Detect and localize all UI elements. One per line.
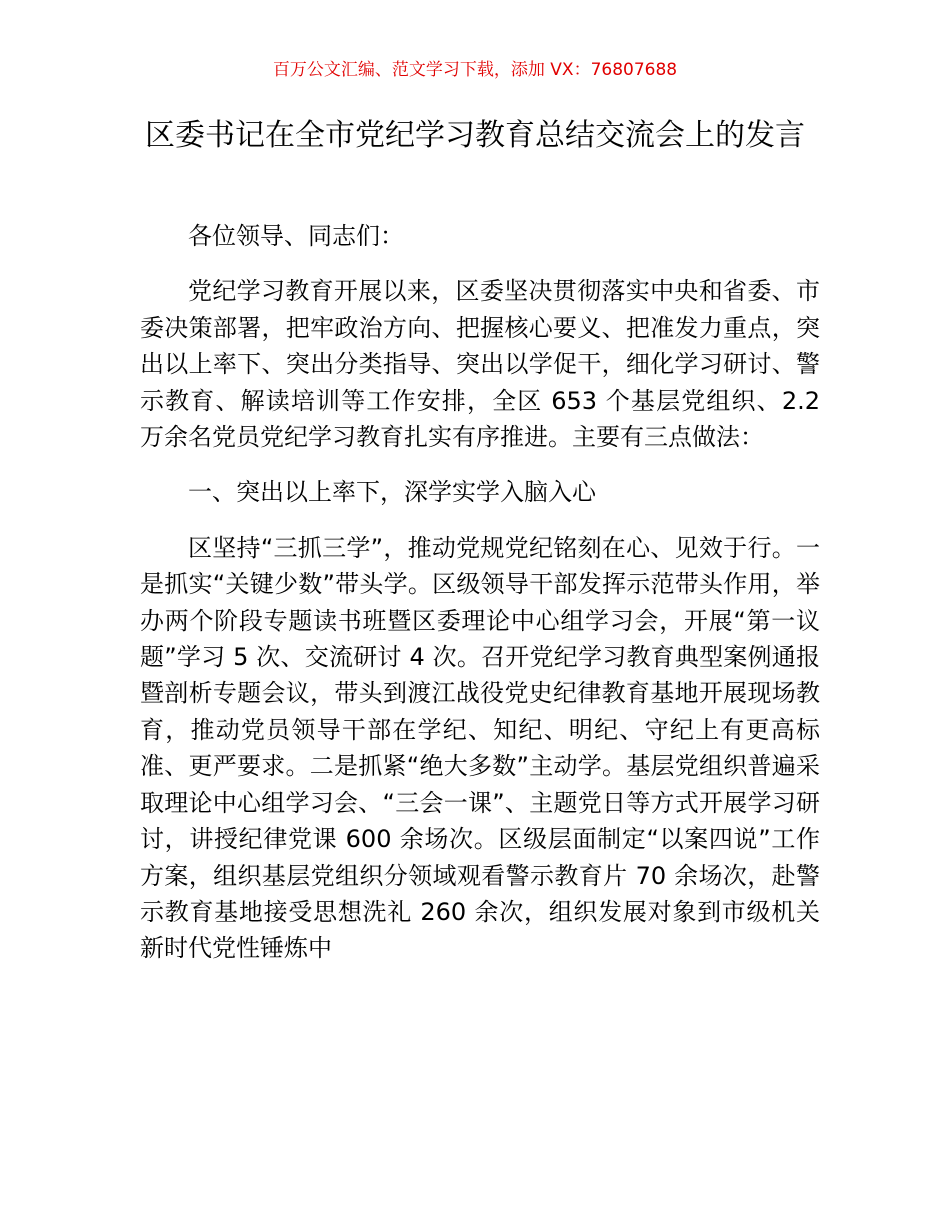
intro-paragraph: 党纪学习教育开展以来，区委坚决贯彻落实中央和省委、市委决策部署，把牢政治方向、把握核心要义、把准发力重点，突出以上率下、突出分类指导、突出以学促干，细化学习研讨、警示教育、解读培训等工作安排，全区 653 个基层党组织、2.2 万余名党员党纪学习教育扎实有序推进。主要有三点做法： xyxy=(140,277,820,452)
promo-banner: 百万公文汇编、范文学习下载，添加 VX：76807688 xyxy=(272,60,678,80)
section-body-1: 区坚持“三抓三学”，推动党规党纪铭刻在心、见效于行。一是抓实“关键少数”带头学。区级领导干部发挥示范带头作用，举办两个阶段专题读书班暨区委理论中心组学习会，开展“第一议题”学习 5 次、交流研讨 4 次。召开党纪学习教育典型案例通报暨剖析专题会议，带头到渡江战役党史纪律教育基地开展现场教育，推动党员领导干部在学纪、知纪、明纪、守纪上有更高标准、更严要求。二是抓紧“绝大多数”主动学。基层党组织普遍采取理论中心组学习会、“三会一课”、主题党日等方式开展学习研讨，讲授纪律党课 600 余场次。区级层面制定“以案四说”工作方案，组织基层党组织分领域观看警示教育片 70 余场次，赴警示教育基地接受思想洗礼 260 余次，组织发展对象到市级机关新时代党性锤炼中 xyxy=(140,533,820,963)
document-body xyxy=(140,218,820,986)
document-title: 区委书记在全市党纪学习教育总结交流会上的发言 xyxy=(145,118,805,153)
salutation: 各位领导、同志们： xyxy=(188,222,404,250)
section-heading-1: 一、突出以上率下，深学实学入脑入心 xyxy=(188,478,596,507)
